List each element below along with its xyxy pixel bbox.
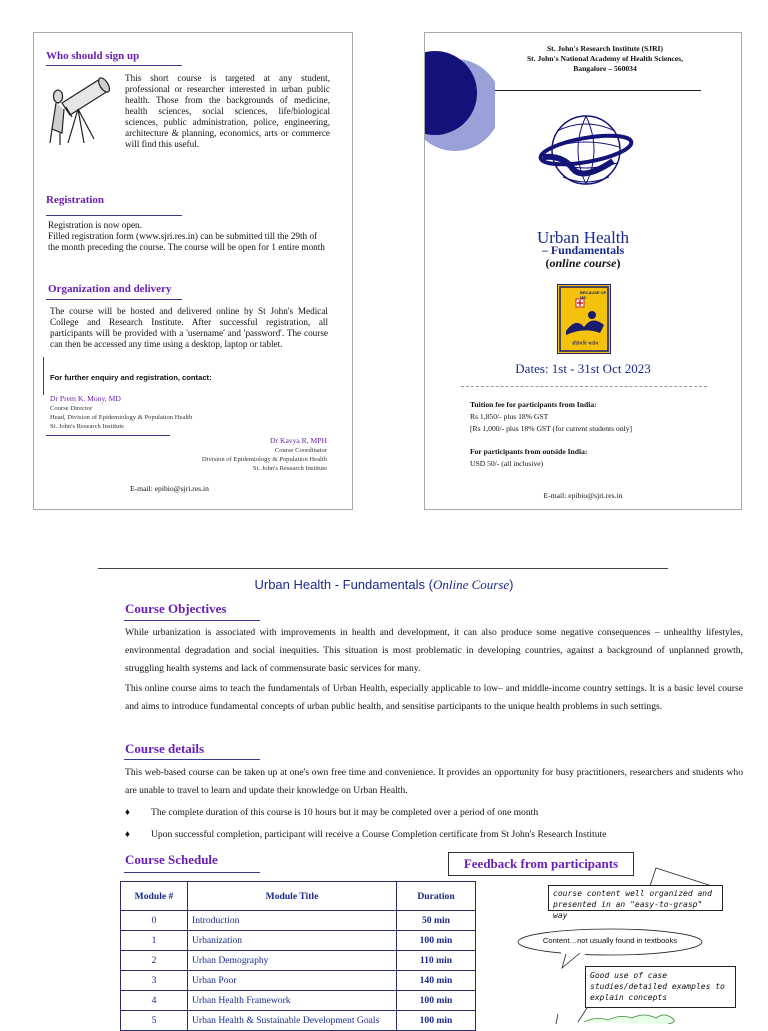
contact-divider — [46, 435, 170, 436]
organization-heading: Organization and delivery — [48, 283, 172, 295]
page2-title — [0, 577, 768, 593]
institute-line-1: St. John's Research Institute (SJRI) — [546, 44, 664, 53]
module-duration: 50 min — [397, 911, 476, 931]
course-dates: Dates: 1st - 31st Oct 2023 — [515, 361, 651, 376]
module-duration: 100 min — [397, 931, 476, 951]
contact1-role: Course Director — [50, 405, 93, 412]
objectives-underline — [124, 620, 260, 621]
bullet-text-1: The complete duration of this course is 10 hours but it may be completed over a period of one month — [151, 807, 539, 818]
heading-underline — [46, 299, 182, 300]
module-title: Urban Poor — [188, 971, 397, 991]
module-num: 4 — [121, 991, 188, 1011]
bullet-row-2 — [125, 828, 743, 842]
module-duration: 100 min — [397, 991, 476, 1011]
module-num: 1 — [121, 931, 188, 951]
details-heading: Course details — [125, 741, 205, 756]
details-paragraph: This web-based course can be taken up at one's own free time and convenience. It provides an opportunity for busy practitioners, researchers and students who are unable to travel to learn and update their knowledge on Urban Health. — [125, 767, 743, 796]
bullet-text-2: Upon successful completion, participant will receive a Course Completion certificate from St John's Research Institute — [151, 829, 607, 840]
side-rule — [43, 357, 44, 395]
paren-open: ( — [545, 256, 550, 270]
registration-open-text: Registration is now open. — [48, 220, 142, 230]
table-row — [121, 991, 476, 1011]
contact2-name: Dr Kavya R, MPH — [270, 436, 327, 445]
module-title: Urban Health & Sustainable Development Goals — [188, 1011, 397, 1031]
paren-close: ) — [616, 256, 621, 270]
feedback-bubble-3 — [585, 966, 736, 1008]
heading-underline — [46, 65, 182, 66]
module-duration: 110 min — [397, 951, 476, 971]
left-email: E-mail: epibio@sjri.res.in — [130, 484, 209, 493]
course-subtitle: – Fundamentals — [541, 243, 625, 257]
course-schedule-table — [120, 881, 476, 1031]
fee-india-heading: Tuition fee for participants from India: — [470, 400, 597, 409]
emblem-logo — [557, 284, 611, 354]
contact1-dept: Head, Division of Epidemiology & Population Health — [50, 414, 193, 421]
left-brochure-panel — [33, 32, 353, 510]
registration-heading: Registration — [46, 194, 105, 206]
who-text-1: This short course is targeted at any student, professional or researcher interested in urban public health. — [125, 73, 330, 105]
feedback-text-2: Content…not usually found in textbooks — [542, 936, 678, 945]
emblem-text-bottom: जीवेमपि भावेन — [571, 342, 599, 347]
feedback-text-3: Good use of case studies/detailed examples to explain concepts — [590, 971, 725, 1002]
table-row — [121, 951, 476, 971]
registration-detail-text: Filled registration form (www.sjri.res.in) can be submitted till the 29th of the month preceding the course. The course will be open for 1 entire month — [48, 231, 325, 252]
who-text-2: Those from the backgrounds of medicine, health sciences, social sciences, life/biological sciences, public administration, police, engineering, architecture & planning, economics, arts or commerce will find this useful. — [125, 95, 330, 149]
header-module-num: Module # — [121, 882, 188, 911]
course-title: Urban Health — [536, 228, 630, 247]
who-should-sign-up-heading: Who should sign up — [46, 50, 140, 62]
objectives-paragraph-1: While urbanization is associated with improvements in health and development, it can also produce some negative consequences – unhealthy lifestyles, environmental degradation and social inequities. This situation is most problematic in developing countries, against a background of unplanned growth, struggling health systems and lack of commensurate basic services for many. — [125, 627, 743, 674]
objectives-heading: Course Objectives — [125, 601, 227, 616]
organization-text: The course will be hosted and delivered online by St John's Medical College and Research Institute. After successful registration, all participants will be provided with a 'username' and 'password'. The course can then be accessed any time using a desktop, laptop or tablet. — [50, 306, 328, 349]
module-num: 0 — [121, 911, 188, 931]
emblem-text-top: BECAUSE OF ME — [580, 290, 607, 300]
module-title: Urban Health Framework — [188, 991, 397, 1011]
module-title: Urbanization — [188, 931, 397, 951]
page2-title-italic: Online Course — [432, 577, 510, 592]
schedule-underline — [124, 872, 260, 873]
online-course-text: online course — [549, 256, 617, 270]
online-course-label — [425, 256, 741, 271]
right-brochure-panel — [424, 32, 742, 510]
table-row — [121, 931, 476, 951]
bullet-row-1 — [125, 806, 743, 820]
contact2-role: Course Coordinator — [274, 447, 327, 454]
heading-underline — [46, 215, 182, 216]
module-duration: 140 min — [397, 971, 476, 991]
page2-title-close: ) — [509, 577, 514, 592]
enquiry-text: For further enquiry and registration, contact: — [50, 373, 212, 382]
module-num: 3 — [121, 971, 188, 991]
module-num: 2 — [121, 951, 188, 971]
registration-text — [48, 220, 330, 253]
table-row — [121, 1011, 476, 1031]
table-header-row — [121, 882, 476, 911]
fee-india-line-2: [Rs 1,000/- plus 18% GST (for current students only] — [470, 424, 633, 433]
feedback-bubble-2 — [520, 936, 700, 945]
feedback-text-1: course content well organized and presented in an "easy-to-grasp" way — [553, 889, 712, 920]
module-title: Urban Demography — [188, 951, 397, 971]
right-email: E-mail: epibio@sjri.res.in — [543, 491, 623, 500]
fees-block — [470, 399, 632, 470]
institute-line-2: St. John's National Academy of Health Sciences, — [526, 54, 684, 63]
table-row — [121, 911, 476, 931]
globe-logo-icon — [537, 101, 635, 199]
bullet-icon: ♦ — [125, 807, 130, 818]
contact2-inst: St. John's Research Institute — [252, 465, 327, 472]
who-paragraph — [125, 73, 330, 150]
contact1-name: Dr Prem K. Mony, MD — [50, 394, 121, 403]
fee-outside-heading: For participants from outside India: — [470, 447, 588, 456]
page2-top-rule — [98, 568, 668, 569]
objectives-paragraph-2: This online course aims to teach the fundamentals of Urban Health, especially applicable to low– and middle-income country settings. It is a basic level course and aims to introduce fundamental concepts of urban public health, and sensitise participants to the unique health problems in such settings. — [125, 683, 743, 712]
header-duration: Duration — [397, 882, 476, 911]
header-rule — [495, 90, 701, 91]
schedule-heading: Course Schedule — [125, 852, 218, 867]
institute-line-3: Bangalore – 560034 — [573, 64, 637, 73]
contact2-dept: Division of Epidemiology & Population Health — [201, 456, 327, 463]
module-title: Introduction — [188, 911, 397, 931]
institute-header — [485, 44, 725, 74]
contact1-inst: St. John's Research Institute — [50, 423, 125, 430]
page2-title-main: Urban Health - Fundamentals ( — [254, 577, 433, 592]
table-row — [121, 971, 476, 991]
feedback-bubble-1 — [548, 885, 723, 920]
dates-rule — [461, 386, 707, 387]
bullet-icon: ♦ — [125, 829, 130, 840]
module-duration: 100 min — [397, 1011, 476, 1031]
fee-outside-line-1: USD 50/- (all inclusive) — [470, 459, 544, 468]
telescope-icon — [48, 73, 120, 147]
fee-india-line-1: Rs 1,850/- plus 18% GST — [470, 412, 549, 421]
details-underline — [124, 759, 260, 760]
module-num: 5 — [121, 1011, 188, 1031]
header-module-title: Module Title — [188, 882, 397, 911]
feedback-heading: Feedback from participants — [463, 856, 619, 871]
